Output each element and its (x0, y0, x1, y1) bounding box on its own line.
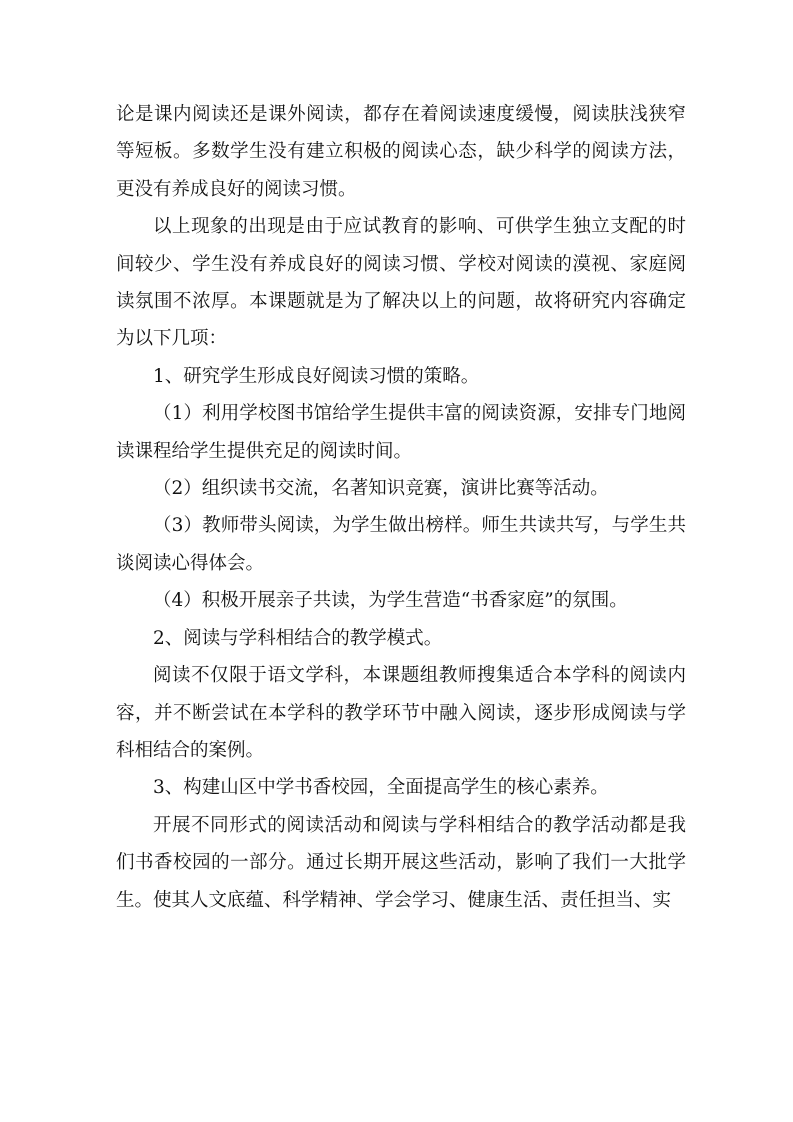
heading-item-2: 2、阅读与学科相结合的教学模式。 (153, 627, 443, 649)
paragraph-item-3-detail: 开展不同形式的阅读活动和阅读与学科相结合的教学活动都是我们书香校园的一部分。通过长期开展这些活动，影响了我们一大批学生。使其人文底蕴、科学精神、学会学习、健康生活、责任担当、实 (116, 814, 686, 911)
paragraph-cause-analysis: 以上现象的出现是由于应试教育的影响、可供学生独立支配的时间较少、学生没有养成良好的阅读习惯、学校对阅读的漠视、家庭阅读氛围不浓厚。本课题就是为了解决以上的问题，故将研究内容确定为以下几项： (116, 216, 686, 350)
document-body (116, 96, 686, 919)
paragraph-continuation: 论是课内阅读还是课外阅读，都存在着阅读速度缓慢，阅读肤浅狭窄等短板。多数学生没有建立积极的阅读心态，缺少科学的阅读方法，更没有养成良好的阅读习惯。 (116, 104, 686, 200)
sub-item-4: （4）积极开展亲子共读，为学生营造“书香家庭”的氛围。 (153, 590, 628, 612)
sub-item-3: （3）教师带头阅读，为学生做出榜样。师生共读共写，与学生共谈阅读心得体会。 (116, 515, 686, 574)
paragraph-item-2-detail: 阅读不仅限于语文学科，本课题组教师搜集适合本学科的阅读内容，并不断尝试在本学科的教学环节中融入阅读，逐步形成阅读与学科相结合的案例。 (116, 665, 686, 761)
heading-item-3: 3、构建山区中学书香校园，全面提高学生的核心素养。 (153, 777, 609, 799)
heading-item-1: 1、研究学生形成良好阅读习惯的策略。 (153, 365, 480, 387)
sub-item-1: （1）利用学校图书馆给学生提供丰富的阅读资源，安排专门地阅读课程给学生提供充足的阅读时间。 (116, 403, 686, 462)
sub-item-2: （2）组织读书交流，名著知识竞赛，演讲比赛等活动。 (153, 478, 609, 500)
